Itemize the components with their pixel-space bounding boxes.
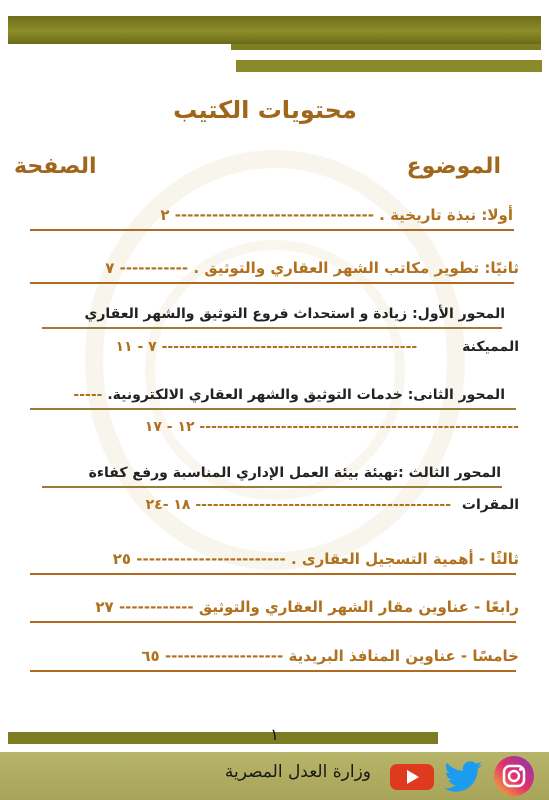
toc-leader: ----- xyxy=(73,387,103,403)
toc-entry-text: المحور الثانى: خدمات التوثيق والشهر العقاري الالكترونية. xyxy=(107,387,505,403)
toc-page-number: ٧ xyxy=(105,259,115,277)
toc-leader: ------------------------------------------------------- xyxy=(199,419,519,435)
toc-page-number: ٢ xyxy=(160,206,170,224)
toc-entry-text: ثالثًا - أهمية التسجيل العقارى . xyxy=(290,550,519,568)
toc-entry-5[interactable] xyxy=(89,462,501,484)
watermark-seal-inner xyxy=(145,240,405,500)
toc-page-number: ١٨ -٢٤ xyxy=(145,497,191,513)
toc-leader: ------------------- xyxy=(164,647,284,665)
toc-page-number: ٢٥ xyxy=(112,550,132,568)
instagram-icon[interactable] xyxy=(492,754,536,798)
toc-underline xyxy=(30,621,516,623)
toc-entry-text: ثانيًا: تطوير مكاتب الشهر العقاري والتوثيق . xyxy=(193,259,519,277)
toc-leader: ------------------------ xyxy=(136,550,286,568)
toc-entry-3-continued[interactable] xyxy=(115,336,519,358)
toc-entry-2[interactable] xyxy=(105,257,519,279)
footer-label: وزارة العدل المصرية xyxy=(224,762,371,782)
youtube-icon[interactable] xyxy=(388,762,436,792)
sub-decorative-band xyxy=(236,60,542,72)
toc-entry-text: المقرات xyxy=(461,497,519,513)
toc-entry-text: رابعًا - عناوين مقار الشهر العقاري والتوثيق xyxy=(198,598,519,616)
toc-underline xyxy=(30,408,516,410)
toc-entry-text: أولا: نبذة تاريخية . xyxy=(379,206,513,224)
toc-page-number: ١٢ - ١٧ xyxy=(144,419,195,435)
toc-underline xyxy=(42,327,502,329)
toc-entry-6[interactable] xyxy=(113,548,519,570)
page-column-header: الصفحة xyxy=(14,154,97,179)
page-number: ١ xyxy=(270,725,279,744)
toc-leader: ----------- xyxy=(119,259,189,277)
toc-leader: -------------------------------- xyxy=(174,206,374,224)
toc-underline xyxy=(42,486,502,488)
toc-underline xyxy=(30,670,516,672)
toc-underline xyxy=(30,573,516,575)
toc-entry-text: المحور الأول: زيادة و استحداث فروع التوثيق والشهر العقاري xyxy=(84,306,505,322)
toc-entry-text: المميكنة xyxy=(462,339,519,355)
toc-entry-7[interactable] xyxy=(95,596,519,618)
subject-column-header: الموضوع xyxy=(406,154,501,179)
footer-bar xyxy=(0,752,549,800)
toc-entry-3[interactable] xyxy=(85,303,506,325)
toc-leader: -------------------------------------------- xyxy=(195,497,452,513)
toc-page-number: ٦٥ xyxy=(141,647,160,665)
toc-leader: -------------------------------------------- xyxy=(161,339,418,355)
page-title: محتويات الكتيب xyxy=(173,96,357,124)
toc-entry-4[interactable] xyxy=(73,384,505,406)
toc-entry-1[interactable] xyxy=(160,204,513,226)
toc-leader: ------------ xyxy=(118,598,194,616)
toc-page-number: ٧ - ١١ xyxy=(115,339,157,355)
toc-underline xyxy=(30,229,514,231)
top-decorative-band xyxy=(8,16,541,44)
toc-page-number: ٢٧ xyxy=(95,598,114,616)
twitter-icon[interactable] xyxy=(442,756,486,796)
toc-entry-8[interactable] xyxy=(141,645,519,667)
toc-entry-text: خامسًا - عناوين المنافذ البريدية xyxy=(288,647,519,665)
toc-entry-text: المحور الثالث :تهيئة بيئة العمل الإداري المناسبة ورفع كفاءة xyxy=(88,465,501,481)
toc-entry-5-continued[interactable] xyxy=(146,494,519,516)
toc-entry-4-continued[interactable] xyxy=(145,416,519,438)
toc-underline xyxy=(30,282,514,284)
